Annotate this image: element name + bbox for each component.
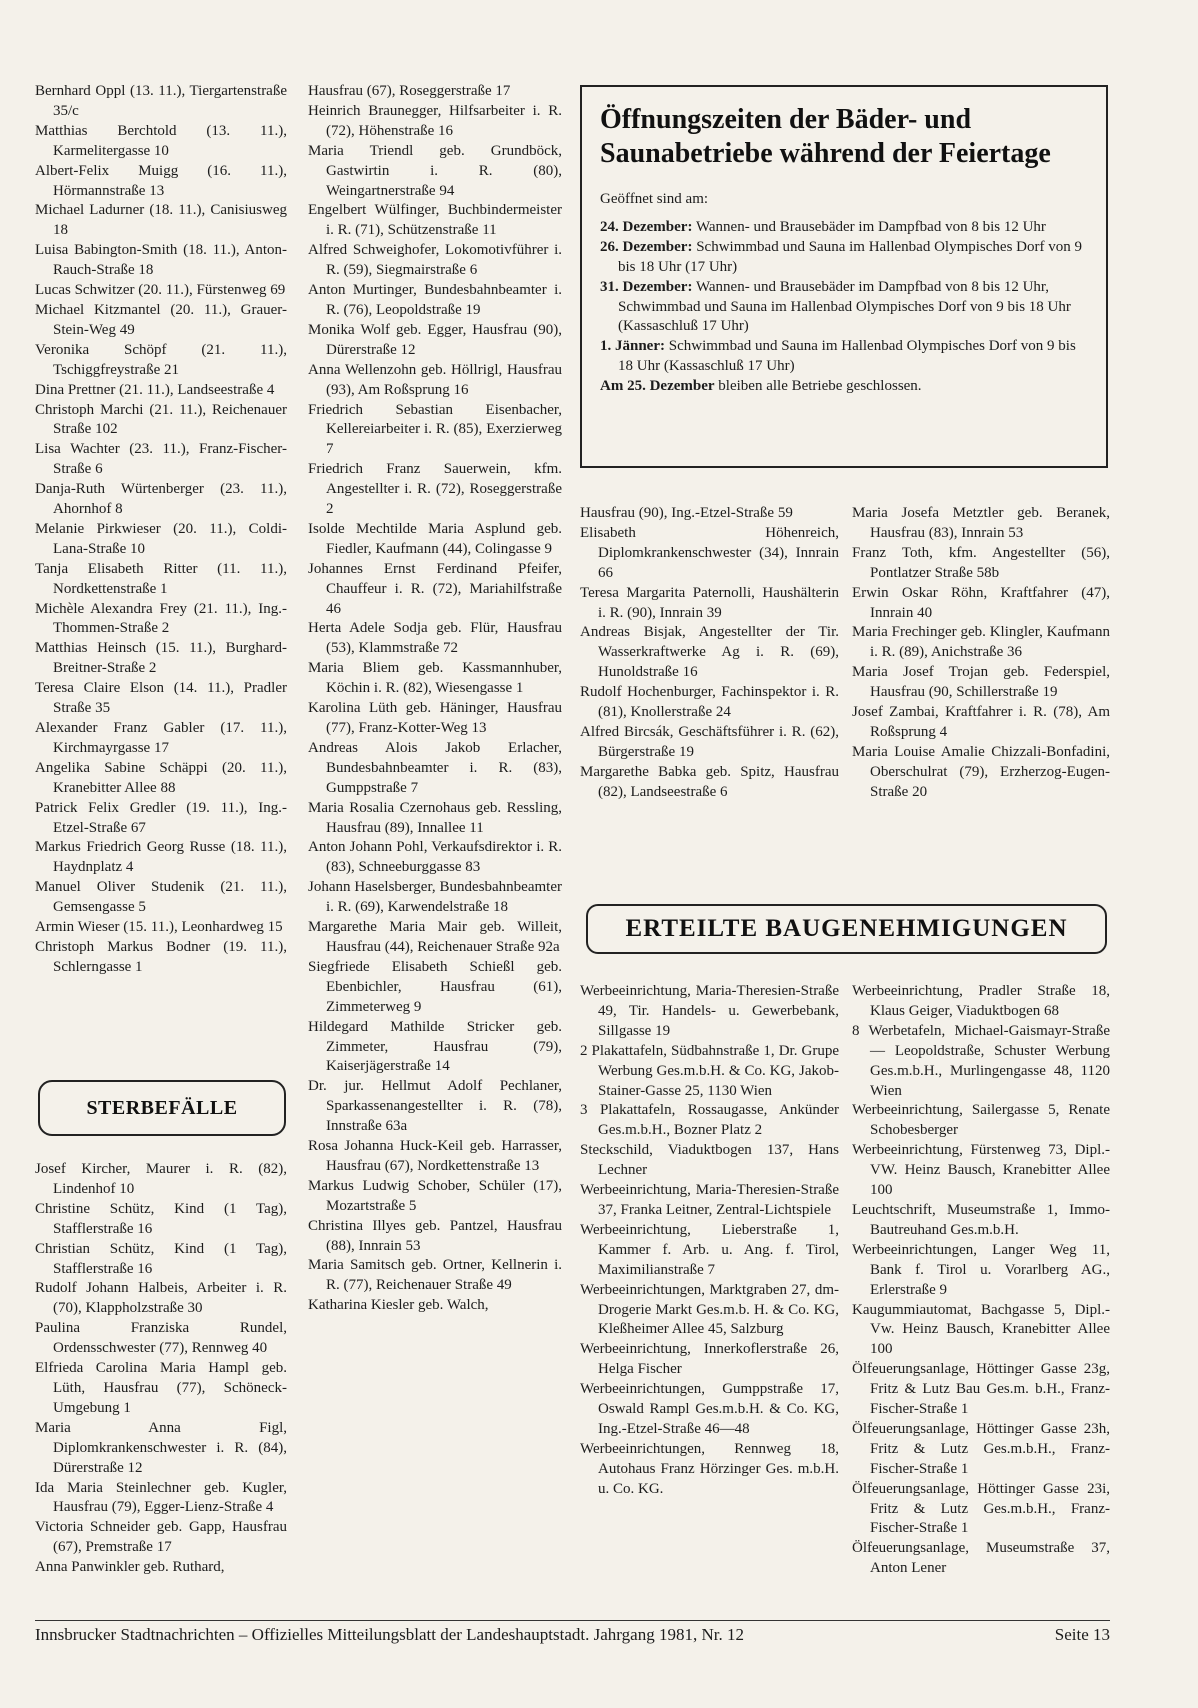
permit-entry: Werbeeinrichtung, Maria-Theresien-Straße 37, Franka Leitner, Zentral-Lichtspiele <box>580 1182 839 1218</box>
birth-entry: Tanja Elisabeth Ritter (11. 11.), Nordkettenstraße 1 <box>35 560 287 597</box>
birth-list <box>35 82 287 978</box>
permit-entry: Werbeeinrichtung, Pradler Straße 18, Klaus Geiger, Viaduktbogen 68 <box>852 983 1110 1019</box>
permits-column-2 <box>852 982 1110 1579</box>
death-entry: Johann Haselsberger, Bundesbahnbeamter i. R. (69), Karwendelstraße 18 <box>308 879 562 916</box>
bath-hours-intro: Geöffnet sind am: <box>600 191 709 207</box>
permit-entry: Ölfeuerungsanlage, Höttinger Gasse 23i, Fritz & Lutz Ges.m.b.H., Franz-Fischer-Straße 1 <box>852 1480 1110 1537</box>
birth-entry: Michael Kitzmantel (20. 11.), Grauer-Stein-Weg 49 <box>35 301 287 338</box>
permit-entry: Werbeeinrichtung, Innerkoflerstraße 26, Helga Fischer <box>580 1341 839 1378</box>
bath-hours-date: 24. Dezember: <box>600 219 693 235</box>
bath-hours-title: Öffnungszeiten der Bäder- und Saunabetriebe während der Feiertage <box>600 104 1051 169</box>
birth-entry: Bernhard Oppl (13. 11.), Tiergartenstraße 35/c <box>35 83 287 119</box>
death-entry: Erwin Oskar Röhn, Kraftfahrer (47), Innrain 40 <box>852 584 1110 621</box>
death-entry: Herta Adele Sodja geb. Flür, Hausfrau (53), Klammstraße 72 <box>308 620 562 657</box>
bath-hours-text: Schwimmbad und Sauna im Hallenbad Olympisches Dorf von 9 bis 18 Uhr (17 Uhr) <box>618 239 1082 275</box>
bath-hours-lines <box>600 218 1088 397</box>
footer-page-number: Seite 13 <box>1054 1625 1110 1644</box>
death-list <box>35 1160 287 1578</box>
birth-entry: Matthias Heinsch (15. 11.), Burghard-Breitner-Straße 2 <box>35 640 287 677</box>
bath-hours-line <box>600 377 1088 396</box>
birth-entry: Christoph Marchi (21. 11.), Reichenauer Straße 102 <box>35 401 287 438</box>
death-entry: Anton Johann Pohl, Verkaufsdirektor i. R. (83), Schneeburggasse 83 <box>308 839 562 876</box>
permit-entry: Werbeeinrichtung, Sailergasse 5, Renate Schobesberger <box>852 1102 1110 1139</box>
death-entry: Christina Illyes geb. Pantzel, Hausfrau (88), Innrain 53 <box>308 1217 562 1254</box>
death-entry: Maria Bliem geb. Kassmannhuber, Köchin i. R. (82), Wiesengasse 1 <box>308 660 562 697</box>
birth-entry: Lisa Wachter (23. 11.), Franz-Fischer-Straße 6 <box>35 441 287 478</box>
deaths-column-1 <box>35 1160 287 1578</box>
death-entry: Josef Kircher, Maurer i. R. (82), Lindenhof 10 <box>35 1161 287 1197</box>
birth-entry: Melanie Pirkwieser (20. 11.), Coldi-Lana-Straße 10 <box>35 520 287 557</box>
bath-hours-line <box>600 238 1088 277</box>
footer-publication: Innsbrucker Stadtnachrichten – Offizielles Mitteilungsblatt der Landeshauptstadt. Jahrgang 1981, Nr. 12 <box>35 1625 744 1644</box>
death-entry: Hausfrau (90), Ing.-Etzel-Straße 59 <box>580 505 793 521</box>
death-entry: Anton Murtinger, Bundesbahnbeamter i. R. (76), Leopoldstraße 19 <box>308 282 562 318</box>
death-entry: Anna Panwinkler geb. Ruthard, <box>35 1559 225 1576</box>
death-entry: Alfred Schweighofer, Lokomotivführer i. R. (59), Siegmairstraße 6 <box>308 242 562 279</box>
bath-hours-text: Wannen- und Brausebäder im Dampfbad von 8 bis 12 Uhr, Schwimmbad und Sauna im Hallenbad Olympisches Dorf von 9 bis 18 Uhr (Kassaschluß 17 Uhr) <box>618 279 1071 335</box>
permit-entry: Werbeeinrichtungen, Gumppstraße 17, Oswald Rampl Ges.m.b.H. & Co. KG, Ing.-Etzel-Straße 46—48 <box>580 1381 839 1437</box>
death-entry: Hildegard Mathilde Stricker geb. Zimmeter, Hausfrau (79), Kaiserjägerstraße 14 <box>308 1018 562 1075</box>
death-entry: Karolina Lüth geb. Häninger, Hausfrau (77), Franz-Kotter-Weg 13 <box>308 700 562 736</box>
birth-entry: Patrick Felix Gredler (19. 11.), Ing.-Etzel-Straße 67 <box>35 799 287 836</box>
permit-entry: Leuchtschrift, Museumstraße 1, Immo-Bautreuhand Ges.m.b.H. <box>852 1201 1110 1238</box>
bath-hours-text: bleiben alle Betriebe geschlossen. <box>714 378 922 395</box>
death-entry: Christine Schütz, Kind (1 Tag), Stafflerstraße 16 <box>35 1200 287 1237</box>
permit-entry: 3 Plakattafeln, Rossaugasse, Ankünder Ges.m.b.H., Bozner Platz 2 <box>580 1102 839 1139</box>
death-entry: Christian Schütz, Kind (1 Tag), Stafflerstraße 16 <box>35 1240 287 1277</box>
permit-entry: 8 Werbetafeln, Michael-Gaismayr-Straße — Leopoldstraße, Schuster Werbung Ges.m.b.H., Murlingengasse 48, 1120 Wien <box>852 1022 1110 1099</box>
death-entry: Josef Zambai, Kraftfahrer i. R. (78), Am Roßsprung 4 <box>852 704 1110 740</box>
bath-hours-line <box>600 337 1088 376</box>
death-list-4 <box>852 504 1110 803</box>
birth-entry: Albert-Felix Muigg (16. 11.), Hörmannstraße 13 <box>35 162 287 199</box>
death-entry: Anna Wellenzohn geb. Höllrigl, Hausfrau (93), Am Roßsprung 16 <box>308 361 562 398</box>
death-entry: Franz Toth, kfm. Angestellter (56), Pontlatzer Straße 58b <box>852 544 1110 581</box>
death-entry: Rosa Johanna Huck-Keil geb. Harrasser, Hausfrau (67), Nordkettenstraße 13 <box>308 1138 562 1174</box>
death-entry: Maria Samitsch geb. Ortner, Kellnerin i. R. (77), Reichenauer Straße 49 <box>308 1257 562 1294</box>
permit-entry: Ölfeuerungsanlage, Museumstraße 37, Anton Lener <box>852 1540 1110 1577</box>
bath-hours-text: Wannen- und Brausebäder im Dampfbad von 8 bis 12 Uhr <box>692 219 1046 235</box>
death-entry: Maria Josefa Metztler geb. Beranek, Hausfrau (83), Innrain 53 <box>852 505 1110 541</box>
death-entry: Alfred Bircsák, Geschäftsführer i. R. (62), Bürgerstraße 19 <box>580 723 839 760</box>
death-entry: Friedrich Sebastian Eisenbacher, Kellereiarbeiter i. R. (85), Exerzierweg 7 <box>308 401 562 458</box>
death-list-3 <box>580 504 839 803</box>
death-entry: Andreas Bisjak, Angestellter der Tir. Wasserkraftwerke Ag i. R. (69), Hunoldstraße 16 <box>580 624 839 681</box>
birth-entry: Dina Prettner (21. 11.), Landseestraße 4 <box>35 381 275 398</box>
death-entry: Dr. jur. Hellmut Adolf Pechlaner, Sparkassenangestellter i. R. (78), Innstraße 63a <box>308 1078 562 1135</box>
birth-entry: Armin Wieser (15. 11.), Leonhardweg 15 <box>35 919 283 936</box>
birth-entry: Teresa Claire Elson (14. 11.), Pradler Straße 35 <box>35 680 287 717</box>
death-entry: Engelbert Wülfinger, Buchbindermeister i. R. (71), Schützenstraße 11 <box>308 202 562 239</box>
death-entry: Maria Josef Trojan geb. Federspiel, Hausfrau (90, Schillerstraße 19 <box>852 664 1110 701</box>
death-entry: Maria Rosalia Czernohaus geb. Ressling, Hausfrau (89), Innallee 11 <box>308 799 562 836</box>
birth-entry: Manuel Oliver Studenik (21. 11.), Gemsengasse 5 <box>35 879 287 916</box>
birth-entry: Angelika Sabine Schäppi (20. 11.), Kranebitter Allee 88 <box>35 759 287 796</box>
baugenehmigungen-heading: ERTEILTE BAUGENEHMIGUNGEN <box>586 904 1107 954</box>
birth-entry: Alexander Franz Gabler (17. 11.), Kirchmayrgasse 17 <box>35 720 287 756</box>
death-entry: Maria Triendl geb. Grundböck, Gastwirtin i. R. (80), Weingartnerstraße 94 <box>308 142 562 199</box>
bath-hours-date: 26. Dezember: <box>600 239 693 256</box>
birth-entry: Markus Friedrich Georg Russe (18. 11.), Haydnplatz 4 <box>35 839 287 876</box>
bath-hours-line <box>600 278 1088 336</box>
birth-entry: Lucas Schwitzer (20. 11.), Fürstenweg 69 <box>35 282 286 299</box>
death-entry: Siegfriede Elisabeth Schießl geb. Ebenbichler, Hausfrau (61), Zimmeterweg 9 <box>308 958 562 1015</box>
death-entry: Isolde Mechtilde Maria Asplund geb. Fiedler, Kaufmann (44), Colingasse 9 <box>308 520 562 557</box>
birth-entry: Veronika Schöpf (21. 11.), Tschiggfreystraße 21 <box>35 341 287 378</box>
death-entry: Ida Maria Steinlechner geb. Kugler, Hausfrau (79), Egger-Lienz-Straße 4 <box>35 1479 287 1516</box>
bath-hours-text: Schwimmbad und Sauna im Hallenbad Olympisches Dorf von 9 bis 18 Uhr (Kassaschluß 17 Uhr) <box>618 338 1076 374</box>
death-entry: Maria Anna Figl, Diplomkrankenschwester i. R. (84), Dürerstraße 12 <box>35 1419 287 1476</box>
bath-hours-date: Am 25. Dezember <box>600 378 715 395</box>
deaths-column-4 <box>852 504 1110 803</box>
death-entry: Margarethe Babka geb. Spitz, Hausfrau (82), Landseestraße 6 <box>580 763 839 800</box>
bath-hours-line <box>600 218 1088 237</box>
births-column <box>35 82 287 978</box>
death-entry: Maria Frechinger geb. Klingler, Kaufmann i. R. (89), Anichstraße 36 <box>852 624 1110 661</box>
death-entry: Teresa Margarita Paternolli, Haushälterin i. R. (90), Innrain 39 <box>580 584 839 621</box>
sterbefaelle-heading: STERBEFÄLLE <box>38 1080 286 1136</box>
death-entry: Katharina Kiesler geb. Walch, <box>308 1297 489 1314</box>
birth-entry: Matthias Berchtold (13. 11.), Karmelitergasse 10 <box>35 122 287 159</box>
death-list-2 <box>308 82 562 1316</box>
birth-entry: Michèle Alexandra Frey (21. 11.), Ing.-Thommen-Straße 2 <box>35 600 287 637</box>
permit-entry: Werbeeinrichtungen, Marktgraben 27, dm-Drogerie Markt Ges.m.b. H. & Co. KG, Kleßheimer Allee 45, Salzburg <box>580 1281 839 1338</box>
permit-entry: Ölfeuerungsanlage, Höttinger Gasse 23h, Fritz & Lutz Ges.m.b.H., Franz-Fischer-Straße 1 <box>852 1420 1110 1477</box>
bath-hours-date: 31. Dezember: <box>600 279 693 296</box>
deaths-column-2 <box>308 82 562 1316</box>
bath-hours-box <box>580 85 1108 468</box>
death-entry: Margarethe Maria Mair geb. Willeit, Hausfrau (44), Reichenauer Straße 92a <box>308 919 562 955</box>
death-entry: Elfrieda Carolina Maria Hampl geb. Lüth, Hausfrau (77), Schöneck-Umgebung 1 <box>35 1360 287 1416</box>
death-entry: Markus Ludwig Schober, Schüler (17), Mozartstraße 5 <box>308 1177 562 1214</box>
death-entry: Heinrich Braunegger, Hilfsarbeiter i. R. (72), Höhenstraße 16 <box>308 102 562 139</box>
permit-entry: 2 Plakattafeln, Südbahnstraße 1, Dr. Grupe Werbung Ges.m.b.H. & Co. KG, Jakob-Stainer-Gasse 25, 1130 Wien <box>580 1042 839 1099</box>
permit-list-2 <box>852 982 1110 1579</box>
death-entry: Victoria Schneider geb. Gapp, Hausfrau (67), Premstraße 17 <box>35 1519 287 1556</box>
deaths-column-3 <box>580 504 839 803</box>
death-entry: Monika Wolf geb. Egger, Hausfrau (90), Dürerstraße 12 <box>308 321 562 358</box>
permit-entry: Werbeeinrichtung, Lieberstraße 1, Kammer f. Arb. u. Ang. f. Tirol, Maximilianstraße 7 <box>580 1221 839 1278</box>
permit-entry: Werbeeinrichtung, Fürstenweg 73, Dipl.-VW. Heinz Bausch, Kranebitter Allee 100 <box>852 1142 1110 1199</box>
permit-entry: Ölfeuerungsanlage, Höttinger Gasse 23g, Fritz & Lutz Bau Ges.m. b.H., Franz-Fischer-Straße 1 <box>852 1361 1110 1418</box>
birth-entry: Danja-Ruth Würtenberger (23. 11.), Ahornhof 8 <box>35 481 287 518</box>
permit-entry: Steckschild, Viaduktbogen 137, Hans Lechner <box>580 1142 839 1179</box>
death-entry: Paulina Franziska Rundel, Ordensschwester (77), Rennweg 40 <box>35 1320 287 1357</box>
death-entry: Rudolf Hochenburger, Fachinspektor i. R. (81), Knollerstraße 24 <box>580 684 839 721</box>
death-entry: Elisabeth Höhenreich, Diplomkrankenschwester (34), Innrain 66 <box>580 524 839 581</box>
death-entry: Johannes Ernst Ferdinand Pfeifer, Chauffeur i. R. (72), Mariahilfstraße 46 <box>308 560 562 617</box>
permit-entry: Kaugummiautomat, Bachgasse 5, Dipl.-Vw. Heinz Bausch, Kranebitter Allee 100 <box>852 1301 1110 1358</box>
death-entry: Friedrich Franz Sauerwein, kfm. Angestellter i. R. (72), Roseggerstraße 2 <box>308 461 562 518</box>
death-entry: Hausfrau (67), Roseggerstraße 17 <box>308 83 511 99</box>
permits-column-1 <box>580 982 839 1500</box>
permit-entry: Werbeeinrichtung, Maria-Theresien-Straße 49, Tir. Handels- u. Gewerbebank, Sillgasse 19 <box>580 983 839 1039</box>
permit-list-1 <box>580 982 839 1500</box>
birth-entry: Michael Ladurner (18. 11.), Canisiusweg 18 <box>35 202 287 239</box>
bath-hours-date: 1. Jänner: <box>600 338 665 355</box>
page-footer <box>35 1620 1110 1645</box>
death-entry: Maria Louise Amalie Chizzali-Bonfadini, Oberschulrat (79), Erzherzog-Eugen-Straße 20 <box>852 743 1110 800</box>
birth-entry: Christoph Markus Bodner (19. 11.), Schlerngasse 1 <box>35 938 287 975</box>
death-entry: Andreas Alois Jakob Erlacher, Bundesbahnbeamter i. R. (83), Gumppstraße 7 <box>308 739 562 796</box>
death-entry: Rudolf Johann Halbeis, Arbeiter i. R. (70), Klappholzstraße 30 <box>35 1280 287 1317</box>
permit-entry: Werbeeinrichtungen, Rennweg 18, Autohaus Franz Hörzinger Ges. m.b.H. u. Co. KG. <box>580 1440 839 1497</box>
birth-entry: Luisa Babington-Smith (18. 11.), Anton-Rauch-Straße 18 <box>35 242 287 279</box>
permit-entry: Werbeeinrichtungen, Langer Weg 11, Bank f. Tirol u. Vorarlberg AG., Erlerstraße 9 <box>852 1241 1110 1298</box>
